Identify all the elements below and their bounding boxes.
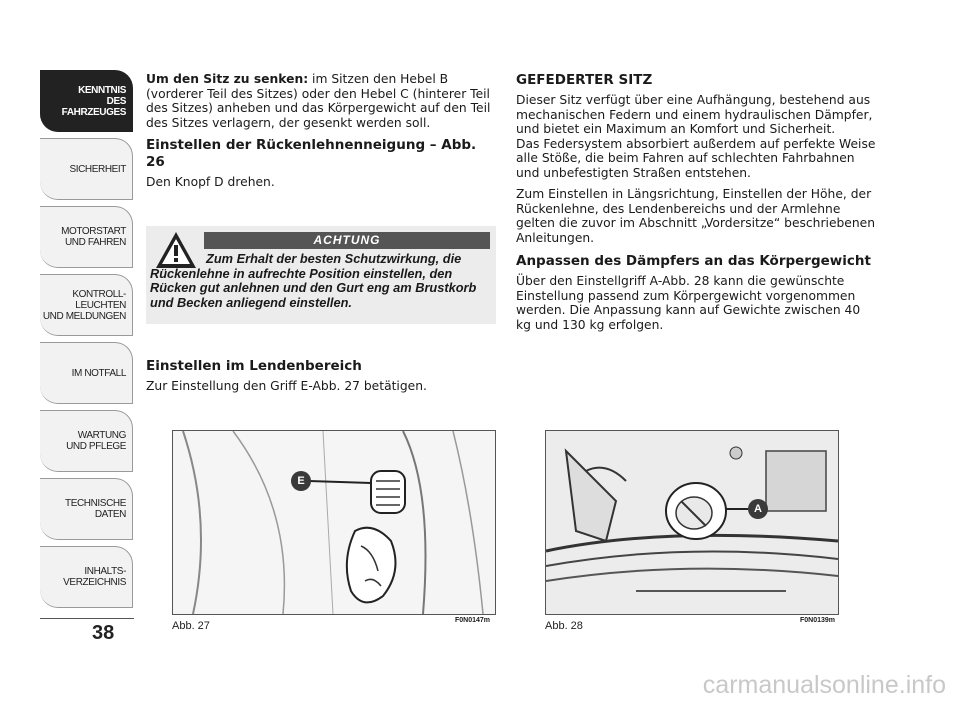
sprung-seat-p1b: Das Federsystem absorbiert außerdem auf perfekte Weise alle Stöße, die beim Fahren auf schlechten Fahrbahnen und unbefestigten Straßen entstehen. <box>516 136 876 180</box>
figure-28-code: F0N0139m <box>800 617 836 624</box>
lumbar-heading: Einstellen im Lendenbereich <box>146 358 362 374</box>
right-column <box>516 72 876 339</box>
sprung-seat-heading: GEFEDERTER SITZ <box>516 72 653 88</box>
left-column <box>146 72 496 197</box>
damper-heading: Anpassen des Dämpfers an das Körpergewicht <box>516 253 871 269</box>
figure-28-image <box>545 430 839 615</box>
lumbar-text: Zur Einstellung den Griff E-Abb. 27 betätigen. <box>146 379 427 393</box>
figure-27-code: F0N0147m <box>455 617 491 624</box>
page-number: 38 <box>92 622 115 644</box>
watermark: carmanualsonline.info <box>702 671 946 699</box>
warning-title: ACHTUNG <box>204 232 490 249</box>
backrest-text: Den Knopf D drehen. <box>146 175 275 189</box>
label-a: A <box>748 499 768 519</box>
lower-seat-lead: Um den Sitz zu senken: <box>146 72 309 86</box>
chapter-tabs <box>40 70 133 614</box>
lower-seat-paragraph <box>146 72 496 130</box>
backrest-heading: Einstellen der Rückenlehnenneigung – Abb. 26 <box>146 137 477 170</box>
tab-kenntnis[interactable]: KENNTNIS DES FAHRZEUGES <box>40 70 133 132</box>
figure-28-caption: Abb. 28 <box>545 620 583 632</box>
lower-seat-text: im Sitzen den Hebel B (vorderer Teil des Sitzes) oder den Hebel C (hinterer Teil des Sitzes) anheben und das Körpergewicht auf den Teil des Sitzes verlagern, der gesenkt werden soll. <box>146 72 491 130</box>
label-e: E <box>291 471 311 491</box>
tab-wartung[interactable]: WARTUNG UND PFLEGE <box>40 410 133 472</box>
figure-27-caption: Abb. 27 <box>172 620 210 632</box>
sprung-seat-p2: Zum Einstellen in Längsrichtung, Einstellen der Höhe, der Rückenlehne, des Lendenbereichs und der Armlehne gelten die zuvor im Abschnitt „Vordersitze“ beschriebenen Anleitungen. <box>516 187 876 245</box>
tab-sicherheit[interactable]: SICHERHEIT <box>40 138 133 200</box>
tab-kontrollleuchten[interactable]: KONTROLL- LEUCHTEN UND MELDUNGEN <box>40 274 133 336</box>
sprung-seat-p1: Dieser Sitz verfügt über eine Aufhängung, bestehend aus mechanischen Federn und einem hydraulischen Dämpfer, und bietet ein Maximum an Komfort und Sicherheit. <box>516 93 873 136</box>
lumbar-section <box>146 358 496 401</box>
tab-notfall[interactable]: IM NOTFALL <box>40 342 133 404</box>
seat-damper-illustration <box>546 431 838 614</box>
warning-text: Zum Erhalt der besten Schutzwirkung, die Rückenlehne in aufrechte Position einstellen, den Rücken gut anlehnen und den Gurt eng am Brustkorb und Becken anliegend einstellen. <box>150 251 477 310</box>
seat-lumbar-illustration <box>173 431 495 614</box>
footer-rule <box>40 618 134 619</box>
tab-inhaltsverzeichnis[interactable]: INHALTS- VERZEICHNIS <box>40 546 133 608</box>
damper-text: Über den Einstellgriff A-Abb. 28 kann die gewünschte Einstellung passend zum Körpergewicht vorgenommen werden. Die Anpassung kann auf Gewichte zwischen 40 kg und 130 kg erfolgen. <box>516 274 861 332</box>
tab-technische-daten[interactable]: TECHNISCHE DATEN <box>40 478 133 540</box>
figure-27-image <box>172 430 496 615</box>
tab-motorstart[interactable]: MOTORSTART UND FAHREN <box>40 206 133 268</box>
warning-box <box>146 226 496 324</box>
